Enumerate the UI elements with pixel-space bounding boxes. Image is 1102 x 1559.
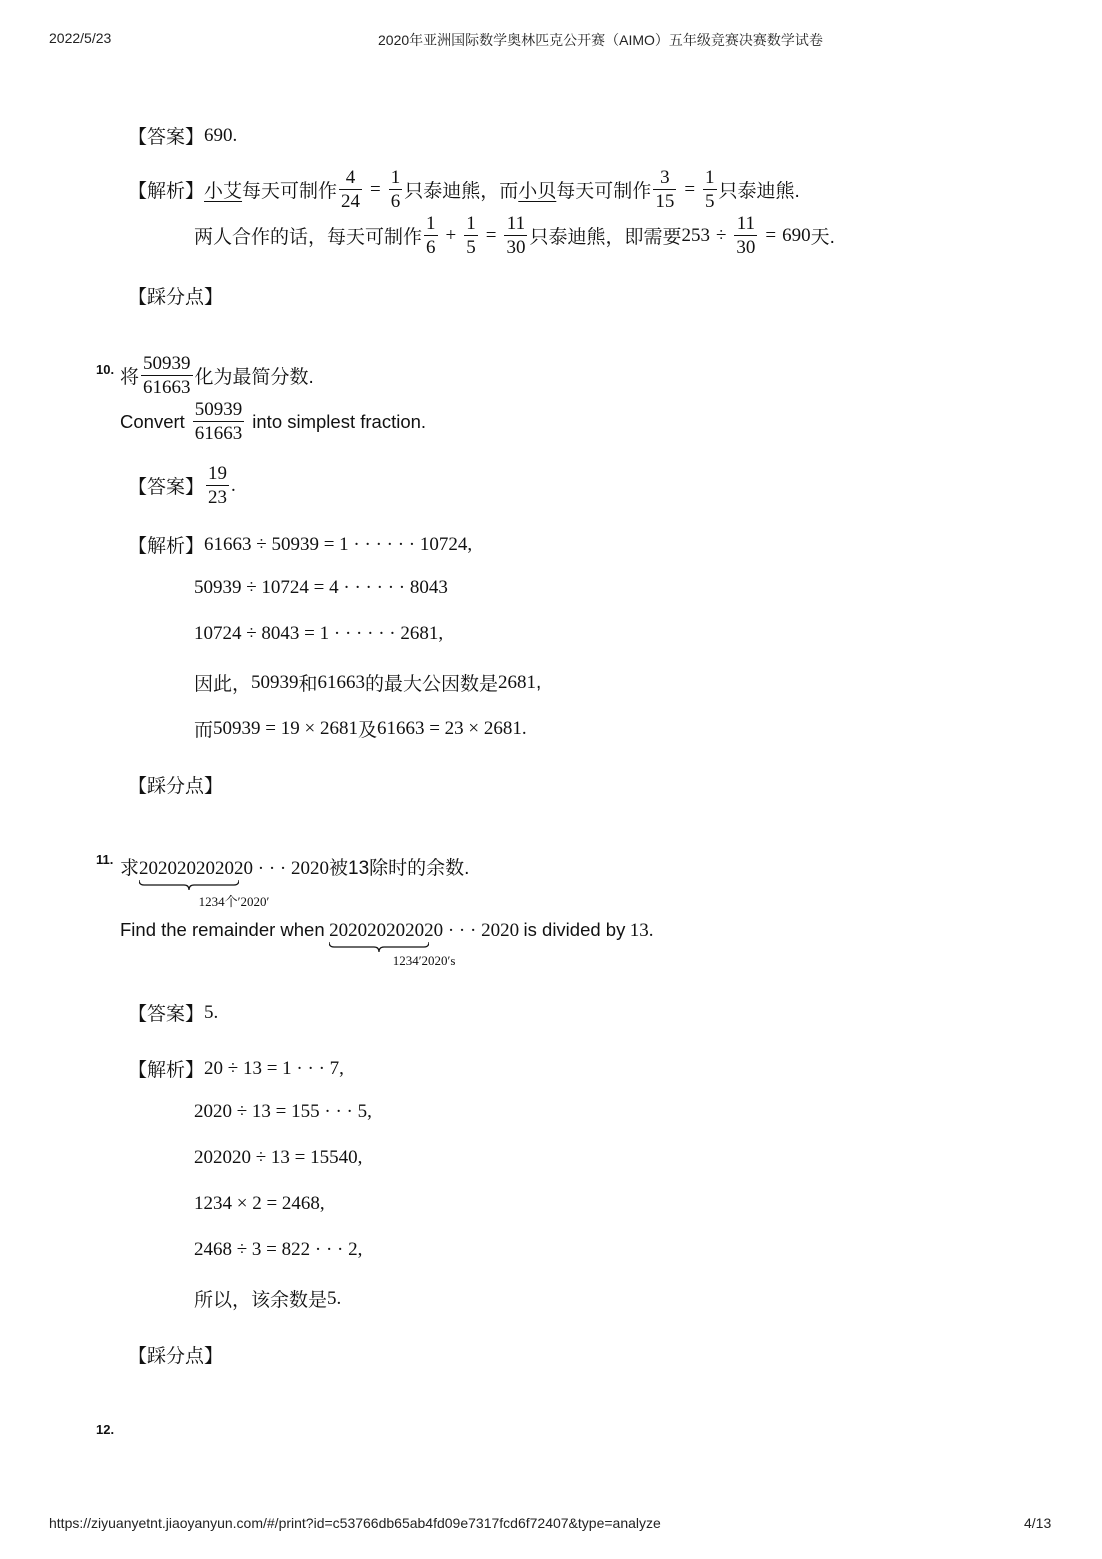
- q10-analysis-step1: 【解析】 61663 ÷ 50939 = 1 · · · · · · 10724,: [128, 531, 472, 558]
- fraction: $\frac{1}{5}$: [466, 213, 476, 258]
- q10-question-cn: 将 $\frac{50939}{61663}$ 化为最简分数.: [120, 353, 314, 398]
- q10-analysis-step2: 50939 ÷ 10724 = 4 · · · · · · 8043: [194, 577, 448, 598]
- q11-answer-value: 5: [204, 1001, 214, 1023]
- q11-answer: 【答案】 5 .: [128, 999, 218, 1026]
- fraction: $\frac{11}{30}$: [736, 213, 756, 258]
- q9-answer-value: 690: [204, 124, 233, 146]
- underbrace-icon: [139, 880, 239, 890]
- page-number: 4/13: [1024, 1515, 1052, 1531]
- q9-analysis-line1: 【解析】 小艾 每天可制作 $\frac{4}{24}$ = $\frac{1}{6}$ 只泰迪熊，而 小贝 每天可制作 $\frac{3}{15}$ = $\frac{1}{5}$ 只泰迪熊.: [128, 167, 800, 212]
- answer-label: 【答案】: [128, 1004, 205, 1025]
- q9-answer: 【答案】 690 .: [128, 122, 237, 149]
- analysis-label: 【解析】: [128, 1060, 205, 1081]
- q11-analysis-step5: 2468 ÷ 3 = 822 · · · 2,: [194, 1239, 363, 1260]
- q9-name1: 小艾: [204, 181, 243, 202]
- fraction: $\frac{50939}{61663}$: [143, 353, 191, 398]
- analysis-label: 【解析】: [128, 536, 205, 557]
- q11-question-en: Find the remainder when 202020202020 · · · 2020 1234′2020′s is divided by 13.: [120, 919, 654, 968]
- page-header-title: 2020年亚洲国际数学奥林匹克公开赛（AIMO）五年级竞赛决赛数学试卷: [378, 32, 823, 48]
- fraction: $\frac{1}{5}$: [705, 167, 715, 212]
- q9-analysis-line2: 两人合作的话，每天可制作 $\frac{1}{6}$ + $\frac{1}{5}$ = $\frac{11}{30}$ 只泰迪熊，即需要 253 ÷ $\frac{11}{30}$ = 690 天.: [194, 213, 835, 258]
- q11-analysis-step4: 1234 × 2 = 2468,: [194, 1193, 325, 1214]
- answer-label: 【答案】: [128, 477, 205, 498]
- q11-analysis-step2: 2020 ÷ 13 = 155 · · · 5,: [194, 1101, 372, 1122]
- q11-analysis-step1: 【解析】 20 ÷ 13 = 1 · · · 7,: [128, 1055, 344, 1082]
- q10-question-en: Convert $\frac{50939}{61663}$ into simplest fraction.: [120, 399, 427, 444]
- q10-points-label: 【踩分点】: [128, 776, 224, 797]
- fraction: $\frac{1}{6}$: [390, 167, 401, 212]
- fraction: $\frac{3}{15}$: [655, 167, 675, 212]
- q11-analysis-step3: 202020 ÷ 13 = 15540,: [194, 1147, 363, 1168]
- analysis-label: 【解析】: [128, 181, 205, 202]
- overbrace-number: 202020202020 · · · 2020 1234个′2020′: [139, 858, 329, 909]
- answer-label: 【答案】: [128, 127, 205, 148]
- question-number: 11.: [96, 852, 114, 867]
- footer-url: https://ziyuanyetnt.jiaoyanyun.com/#/print?id=c53766db65ab4fd09e7317fcd6f72407&type=analyze: [49, 1515, 661, 1531]
- q10-analysis-step5: 而 50939 = 19 × 2681 及 61663 = 23 × 2681 .: [194, 717, 527, 741]
- fraction: $\frac{11}{30}$: [506, 213, 526, 258]
- fraction: $\frac{4}{24}$: [341, 167, 361, 212]
- fraction: $\frac{1}{6}$: [426, 213, 436, 258]
- overbrace-number: 202020202020 · · · 2020 1234′2020′s: [329, 920, 520, 968]
- q11-question-cn: 求202020202020 · · · 2020 1234个′2020′ 被13除时的余数.: [120, 858, 470, 909]
- q10-analysis-step4: 因此， 50939 和 61663 的最大公因数是 2681 ,: [194, 671, 542, 695]
- q11-conclusion: 所以，该余数是 5 .: [194, 1287, 342, 1311]
- question-number: 10.: [96, 362, 115, 377]
- fraction: $\frac{50939}{61663}$: [194, 399, 243, 444]
- q9-points-label: 【踩分点】: [128, 287, 224, 308]
- q11-points-label: 【踩分点】: [128, 1346, 224, 1367]
- question-number: 12.: [96, 1422, 115, 1437]
- print-date: 2022/5/23: [49, 30, 112, 46]
- underbrace-icon: [329, 942, 429, 952]
- q9-name2: 小贝: [518, 181, 557, 202]
- q10-answer: 【答案】 $\frac{19}{23}$ .: [128, 463, 236, 508]
- q10-analysis-step3: 10724 ÷ 8043 = 1 · · · · · · 2681,: [194, 623, 444, 644]
- fraction: $\frac{19}{23}$: [208, 463, 228, 508]
